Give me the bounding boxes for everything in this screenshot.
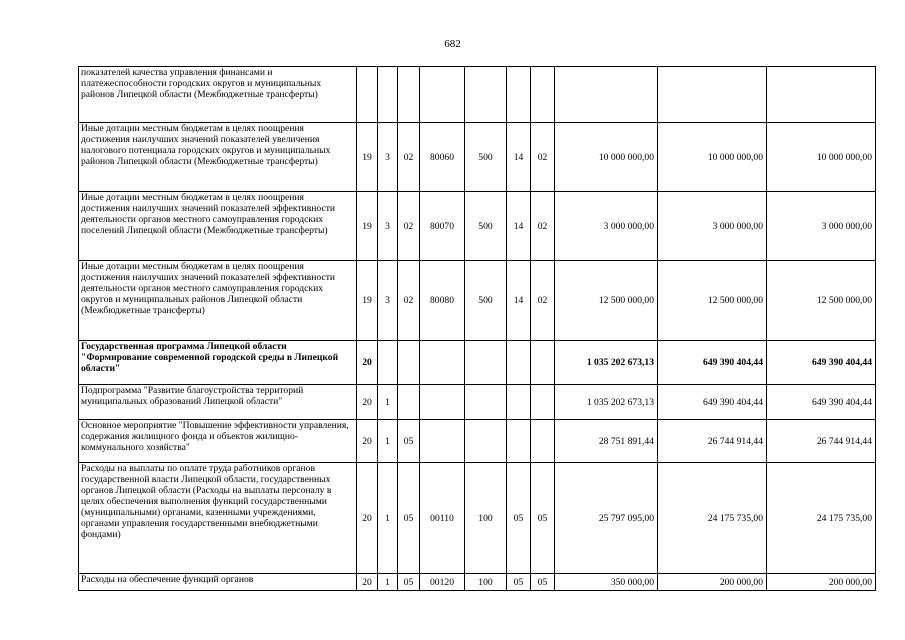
code-event: 02 bbox=[398, 123, 420, 192]
code-subsection: 05 bbox=[531, 574, 555, 591]
amount-year-3: 24 175 735,00 bbox=[767, 463, 876, 574]
code-subprogram: 1 bbox=[378, 463, 398, 574]
amount-year-3: 649 390 404,44 bbox=[767, 385, 876, 420]
amount-year-2 bbox=[658, 67, 767, 123]
table-row bbox=[79, 123, 876, 192]
code-direction: 00120 bbox=[420, 574, 465, 591]
code-direction: 00110 bbox=[420, 463, 465, 574]
code-expense-type bbox=[465, 385, 507, 420]
code-section: 14 bbox=[507, 192, 531, 261]
table-row bbox=[79, 385, 876, 420]
code-event: 05 bbox=[398, 463, 420, 574]
code-expense-type: 500 bbox=[465, 192, 507, 261]
code-subsection bbox=[531, 341, 555, 385]
amount-year-3: 26 744 914,44 bbox=[767, 420, 876, 463]
amount-year-3: 3 000 000,00 bbox=[767, 192, 876, 261]
code-subsection bbox=[531, 67, 555, 123]
code-expense-type bbox=[465, 420, 507, 463]
code-event: 05 bbox=[398, 574, 420, 591]
code-section: 14 bbox=[507, 261, 531, 341]
code-program: 19 bbox=[357, 123, 378, 192]
amount-year-1: 28 751 891,44 bbox=[555, 420, 658, 463]
code-event bbox=[398, 341, 420, 385]
amount-year-3 bbox=[767, 67, 876, 123]
amount-year-2: 649 390 404,44 bbox=[658, 385, 767, 420]
code-event: 02 bbox=[398, 192, 420, 261]
code-subprogram bbox=[378, 67, 398, 123]
table-row bbox=[79, 261, 876, 341]
amount-year-1: 25 797 095,00 bbox=[555, 463, 658, 574]
row-description: Государственная программа Липецкой области "Формирование современной городской среды в Липецкой области" bbox=[79, 341, 357, 385]
budget-table bbox=[78, 66, 876, 591]
code-section bbox=[507, 67, 531, 123]
amount-year-2: 26 744 914,44 bbox=[658, 420, 767, 463]
code-subprogram: 3 bbox=[378, 192, 398, 261]
code-program bbox=[357, 67, 378, 123]
code-direction: 80080 bbox=[420, 261, 465, 341]
code-expense-type bbox=[465, 67, 507, 123]
amount-year-1: 1 035 202 673,13 bbox=[555, 341, 658, 385]
code-expense-type: 500 bbox=[465, 261, 507, 341]
code-program: 20 bbox=[357, 420, 378, 463]
code-subprogram: 1 bbox=[378, 420, 398, 463]
code-subsection: 02 bbox=[531, 261, 555, 341]
amount-year-2: 12 500 000,00 bbox=[658, 261, 767, 341]
code-event: 05 bbox=[398, 420, 420, 463]
code-direction bbox=[420, 385, 465, 420]
row-description: Иные дотации местным бюджетам в целях поощрения достижения наилучших значений показателей эффективности деятельности органов местного самоуправления городских поселений Липецкой области (Межбюджетные трансферты) bbox=[79, 192, 357, 261]
page-number: 682 bbox=[444, 38, 461, 50]
code-program: 20 bbox=[357, 341, 378, 385]
code-direction bbox=[420, 67, 465, 123]
code-section: 14 bbox=[507, 123, 531, 192]
code-subprogram: 3 bbox=[378, 123, 398, 192]
code-program: 20 bbox=[357, 463, 378, 574]
row-description: Иные дотации местным бюджетам в целях поощрения достижения наилучших значений показателей увеличения налогового потенциала городских округов и муниципальных районов Липецкой области (Межбюджетные трансферты) bbox=[79, 123, 357, 192]
amount-year-3: 10 000 000,00 bbox=[767, 123, 876, 192]
code-subsection bbox=[531, 385, 555, 420]
amount-year-3: 649 390 404,44 bbox=[767, 341, 876, 385]
table-row bbox=[79, 463, 876, 574]
code-subprogram: 3 bbox=[378, 261, 398, 341]
amount-year-1: 350 000,00 bbox=[555, 574, 658, 591]
amount-year-1: 3 000 000,00 bbox=[555, 192, 658, 261]
amount-year-2: 10 000 000,00 bbox=[658, 123, 767, 192]
code-direction: 80060 bbox=[420, 123, 465, 192]
row-description: показателей качества управления финансами и платежеспособности городских округов и муниципальных районов Липецкой области (Межбюджетные трансферты) bbox=[79, 67, 357, 123]
code-event: 02 bbox=[398, 261, 420, 341]
code-subsection bbox=[531, 420, 555, 463]
code-section bbox=[507, 341, 531, 385]
amount-year-3: 200 000,00 bbox=[767, 574, 876, 591]
code-expense-type: 100 bbox=[465, 463, 507, 574]
table-row bbox=[79, 574, 876, 591]
code-expense-type: 500 bbox=[465, 123, 507, 192]
code-subprogram bbox=[378, 341, 398, 385]
code-event bbox=[398, 385, 420, 420]
code-program: 20 bbox=[357, 385, 378, 420]
code-expense-type bbox=[465, 341, 507, 385]
table-row bbox=[79, 341, 876, 385]
code-subprogram: 1 bbox=[378, 385, 398, 420]
amount-year-3: 12 500 000,00 bbox=[767, 261, 876, 341]
code-event bbox=[398, 67, 420, 123]
code-subprogram: 1 bbox=[378, 574, 398, 591]
table-row bbox=[79, 67, 876, 123]
row-description: Иные дотации местным бюджетам в целях поощрения достижения наилучших значений показателей эффективности деятельности органов местного самоуправления городских округов и муниципальных районов Липецкой области (Межбюджетные трансферты) bbox=[79, 261, 357, 341]
amount-year-2: 200 000,00 bbox=[658, 574, 767, 591]
amount-year-2: 649 390 404,44 bbox=[658, 341, 767, 385]
code-program: 20 bbox=[357, 574, 378, 591]
code-subsection: 02 bbox=[531, 192, 555, 261]
code-section: 05 bbox=[507, 463, 531, 574]
code-program: 19 bbox=[357, 192, 378, 261]
code-section bbox=[507, 385, 531, 420]
code-direction bbox=[420, 420, 465, 463]
code-section: 05 bbox=[507, 574, 531, 591]
amount-year-2: 3 000 000,00 bbox=[658, 192, 767, 261]
code-section bbox=[507, 420, 531, 463]
code-expense-type: 100 bbox=[465, 574, 507, 591]
table-row bbox=[79, 192, 876, 261]
amount-year-2: 24 175 735,00 bbox=[658, 463, 767, 574]
amount-year-1 bbox=[555, 67, 658, 123]
amount-year-1: 12 500 000,00 bbox=[555, 261, 658, 341]
amount-year-1: 1 035 202 673,13 bbox=[555, 385, 658, 420]
row-description: Подпрограмма "Развитие благоустройства территорий муниципальных образований Липецкой области" bbox=[79, 385, 357, 420]
row-description: Расходы на выплаты по оплате труда работников органов государственной власти Липецкой области, государственных органов Липецкой области (Расходы на выплаты персоналу в целях обеспечения выполнения функций государственными (муниципальными) органами, казенными учреждениями, органами управления государственными внебюджетными фондами) bbox=[79, 463, 357, 574]
code-program: 19 bbox=[357, 261, 378, 341]
code-direction: 80070 bbox=[420, 192, 465, 261]
row-description: Расходы на обеспечение функций органов bbox=[79, 574, 357, 591]
row-description: Основное мероприятие "Повышение эффективности управления, содержания жилищного фонда и объектов жилищно-коммунального хозяйства" bbox=[79, 420, 357, 463]
code-subsection: 05 bbox=[531, 463, 555, 574]
code-direction bbox=[420, 341, 465, 385]
table-row bbox=[79, 420, 876, 463]
amount-year-1: 10 000 000,00 bbox=[555, 123, 658, 192]
code-subsection: 02 bbox=[531, 123, 555, 192]
